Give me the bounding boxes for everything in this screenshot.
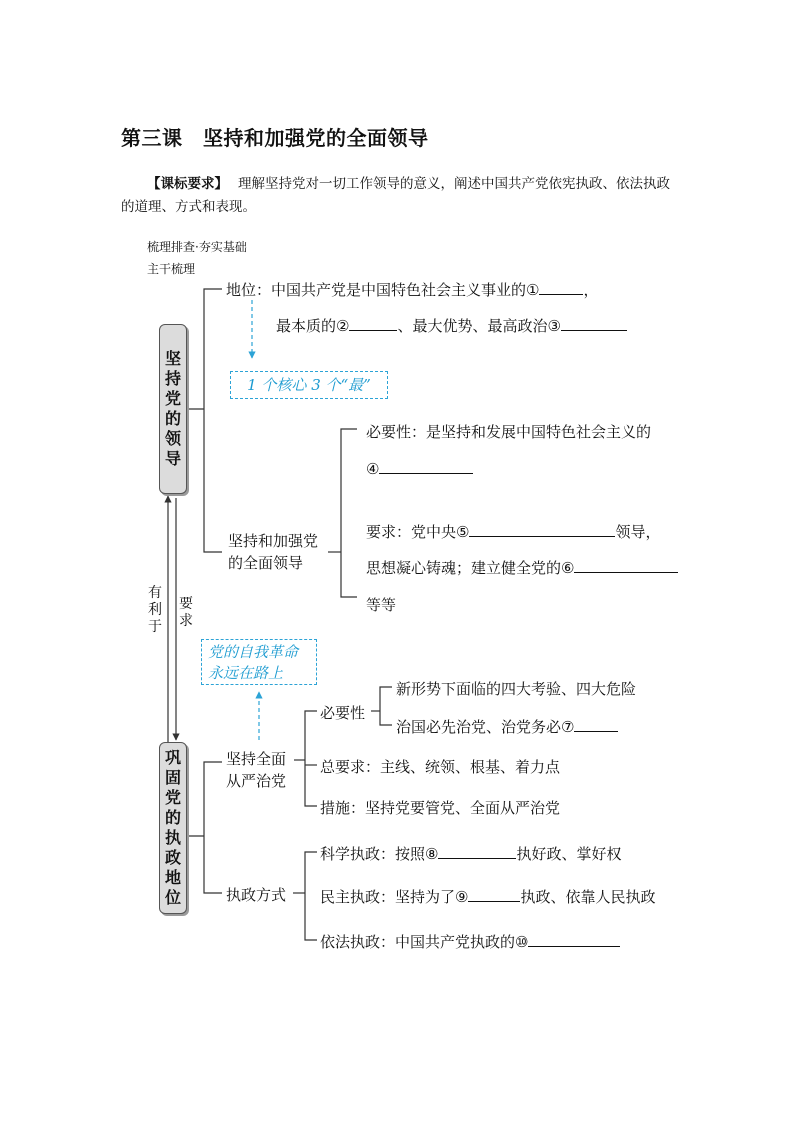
biyaoxing1-line2 [366,459,473,478]
blank-6 [574,558,678,573]
biyaoxing1-line1: 必要性：是坚持和发展中国特色社会主义的 [366,423,652,441]
jianchi-label-line1: 坚持和加强党 [228,532,319,550]
arrow-label-yaoqiu: 要求 [179,596,193,629]
blank-9 [468,887,520,902]
box-jianchi-dang-lingdao [159,324,187,494]
blank-3 [561,316,627,331]
yifa-zhizheng [320,931,620,952]
requirement-text: 理解坚持党对一切工作领导的意义，阐述中国共产党依宪执政、依法执政的道理、方式和表现。 [121,176,670,215]
congyan-label-line1: 坚持全面 [226,750,287,768]
minzhu-zhizheng [320,886,655,907]
diwei-line1-end: ， [583,281,599,299]
box2-char: 党 [164,788,181,807]
biyaoxing2-item1: 新形势下面临的四大考验、四大危险 [396,680,637,698]
congyan-label-line2: 从严治党 [226,772,287,790]
course-requirement [121,173,681,219]
bracket-biyaoxing [380,687,392,725]
box1-char: 党 [164,389,181,408]
requirement-tag: 【课标要求】 [147,176,228,192]
blank-1 [539,280,583,295]
box2-char: 执 [164,828,181,847]
note-core-three-most: 1 个核心 3 个“最” [230,371,388,399]
yaoqiu1-line1a: 要求：党中央⑤ [366,523,470,541]
bracket-box2 [204,762,222,893]
yaoqiu1-line1 [366,521,660,542]
box1-char: 持 [164,369,181,388]
diwei-line2b: 、最大优势、最高政治③ [397,317,561,335]
diwei-line2a: 最本质的② [276,317,350,335]
cuoshi: 措施：坚持党要管党、全面从严治党 [320,799,561,817]
blank-2 [349,316,397,331]
blank-4 [379,459,473,474]
bracket-box1 [204,289,222,552]
zhizheng-label: 执政方式 [226,886,287,904]
zongyaoqiu: 总要求：主线、统领、根基、着力点 [320,758,561,776]
blank-10 [528,932,620,947]
blank-7 [574,717,618,732]
bracket-jianchi [341,429,357,597]
box1-char: 的 [164,409,181,428]
bracket-zhizheng [305,852,317,940]
congyan-label [226,748,286,792]
diwei-line1-text: 地位：中国共产党是中国特色社会主义事业的① [226,281,540,299]
box2-char: 巩 [164,748,181,767]
box2-char: 位 [164,888,181,907]
blank-5 [469,522,615,537]
minzhu-a: 民主执政：坚持为了⑨ [320,888,469,906]
diwei-line1 [226,279,598,300]
diwei-line2 [276,315,627,336]
page-title: 第三课 坚持和加强党的全面领导 [121,126,429,150]
box1-char: 领 [164,429,181,448]
yaoqiu1-line3: 等等 [366,596,397,614]
box1-char: 导 [164,449,181,468]
biyaoxing2-label: 必要性 [320,704,366,722]
biyaoxing2-item2-text: 治国必先治党、治党务必⑦ [396,718,575,736]
kexue-a: 科学执政：按照⑧ [320,845,439,863]
blank-8 [438,844,516,859]
box2-char: 的 [164,808,181,827]
jianchi-label [228,530,318,574]
kexue-b: 执好政、掌好权 [516,845,622,863]
yaoqiu1-line2 [366,557,678,578]
yaoqiu1-line2-text: 思想凝心铸魂；建立健全党的⑥ [366,559,575,577]
biyaoxing1-num: ④ [366,460,380,478]
note2-line2: 永远在路上 [208,664,284,682]
jianchi-label-line2: 的全面领导 [228,554,304,572]
section-heading: 梳理排查·夯实基础 [147,240,247,254]
yaoqiu1-line1b: 领导， [615,523,661,541]
box-gonggu-zhizheng-diwei [159,742,187,914]
box1-char: 坚 [164,349,181,368]
bracket-congyan [305,711,317,806]
yifa-text: 依法执政：中国共产党执政的⑩ [320,933,529,951]
minzhu-b: 执政、依靠人民执政 [520,888,656,906]
box2-char: 政 [164,848,181,867]
biyaoxing2-item2 [396,716,618,737]
note-self-revolution [201,639,317,685]
kexue-zhizheng [320,843,621,864]
box2-char: 地 [164,868,181,887]
box2-char: 固 [164,768,181,787]
sub-heading: 主干梳理 [147,262,196,276]
note2-line1: 党的自我革命 [208,643,299,661]
arrow-label-youliyu: 有利于 [148,585,162,635]
